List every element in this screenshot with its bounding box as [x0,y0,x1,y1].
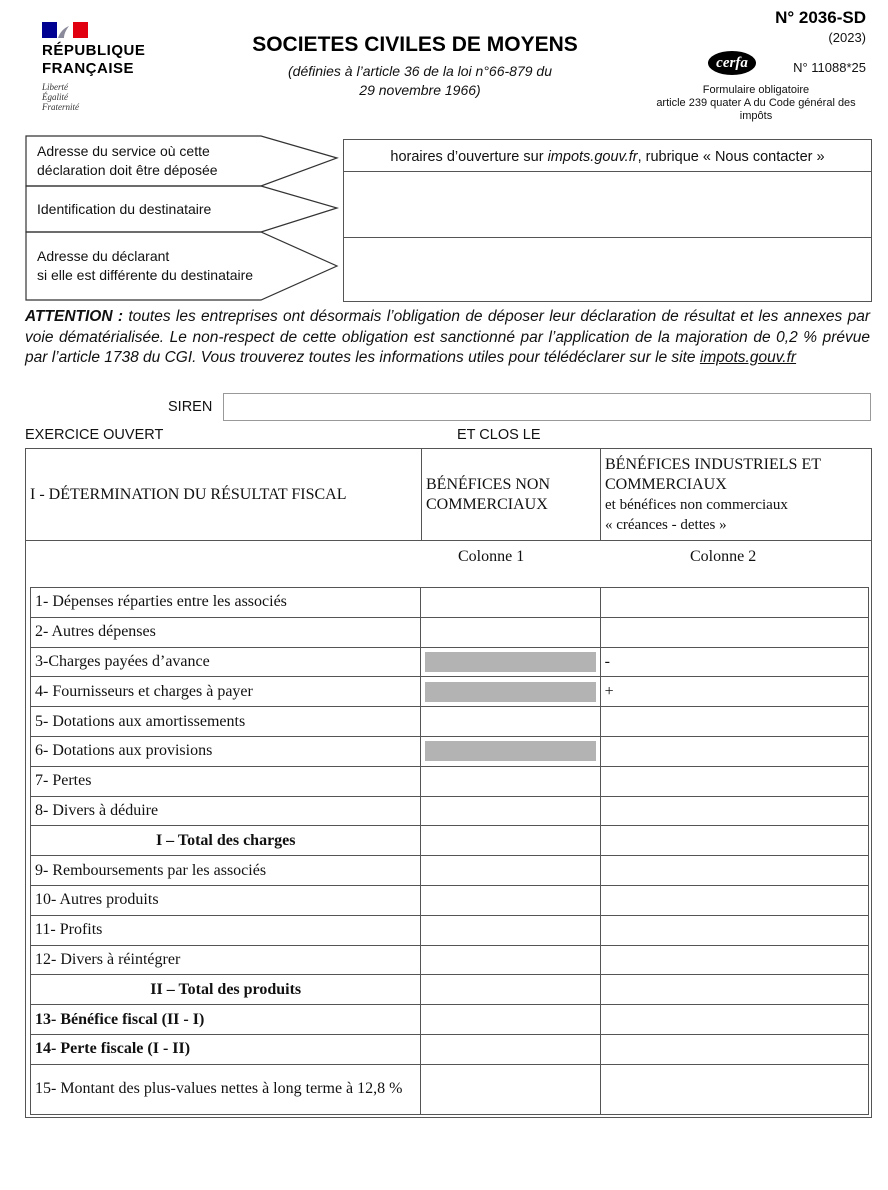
table-row [31,677,869,707]
recipient-field[interactable] [344,172,871,238]
mandatory-notice [640,84,872,123]
row-label: 3-Charges payées d’avance [31,647,421,677]
column-2-cell[interactable] [600,915,868,945]
column-2-cell[interactable] [600,945,868,975]
column-2-cell[interactable] [600,796,868,826]
table-row [31,885,869,915]
column-2-header-sub-2: « créances - dettes » [605,517,727,533]
section-title: I - DÉTERMINATION DU RÉSULTAT FISCAL [26,449,422,541]
column-2-cell[interactable] [600,856,868,886]
column-2-cell[interactable] [600,736,868,766]
service-address-line-1: Adresse du service où cette [37,143,210,159]
shaded-cell [425,682,595,702]
table-row [31,1034,869,1064]
column-2-cell[interactable] [600,826,868,856]
service-hours-text: horaires d’ouverture sur impots.gouv.fr, rubrique « Nous contacter » [390,149,825,165]
sign-marker: - [604,652,610,670]
column-2-cell[interactable] [600,647,868,677]
form-number: N° 2036-SD [775,8,866,27]
column-2-label: Colonne 2 [690,548,757,565]
column-1-cell[interactable] [421,915,600,945]
recipient-label: Identification du destinataire [37,201,212,217]
row-label: 9- Remboursements par les associés [31,856,421,886]
declarant-address-field[interactable] [344,238,871,301]
service-address-label [37,142,218,180]
row-label: 10- Autres produits [31,885,421,915]
table-row [31,766,869,796]
row-label: 13- Bénéfice fiscal (II - I) [31,1005,421,1035]
form-title: SOCIETES CIVILES DE MOYENS [252,33,578,56]
shaded-cell [425,652,595,672]
column-1-header: BÉNÉFICES NON COMMERCIAUX [422,449,601,541]
column-2-cell[interactable] [600,617,868,647]
column-1-cell[interactable] [421,856,600,886]
row-label: II – Total des produits [31,975,421,1005]
declarant-address-line-1: Adresse du déclarant [37,248,170,264]
marianne-flag-icon [42,22,88,38]
column-1-cell[interactable] [421,617,600,647]
table-header-row [26,449,871,541]
motto-egalite: Égalité [42,92,68,102]
attention-label: ATTENTION : [25,308,124,325]
mandatory-line-1: Formulaire obligatoire [702,84,810,96]
service-address-line-2: déclaration doit être déposée [37,162,218,178]
column-2-header [601,449,871,541]
cerfa-logo: cerfa [708,51,756,75]
column-1-cell[interactable] [421,945,600,975]
row-label: 4- Fournisseurs et charges à payer [31,677,421,707]
column-2-cell[interactable] [600,677,868,707]
impots-link[interactable]: impots.gouv.fr [699,349,797,366]
column-1-cell[interactable] [421,826,600,856]
row-label: 1- Dépenses réparties entre les associés [31,588,421,618]
table-row [31,707,869,737]
column-2-cell[interactable] [600,707,868,737]
exercise-closed-label: ET CLOS LE [457,427,541,443]
column-1-cell [421,677,600,707]
table-row [31,617,869,647]
subtitle-line-2: 29 novembre 1966) [359,82,481,98]
address-labels [25,135,341,301]
siren-input[interactable] [223,393,871,421]
republique-francaise-logo [40,20,170,115]
table-row [31,1005,869,1035]
table-row [31,856,869,886]
declarant-address-label [37,247,253,285]
column-2-cell[interactable] [600,885,868,915]
table-row [31,588,869,618]
form-subtitle [210,62,630,100]
table-row [31,826,869,856]
row-label: 14- Perte fiscale (I - II) [31,1034,421,1064]
attention-text: toutes les entreprises ont désormais l’obligation de déposer leur déclaration de résultat et les annexes par voie dématérialisée. Le non-respect de cette obligation est sanctionné par l’application de la majoration de 0,2 % prévue par l’article 1738 du CGI. Vous trouverez toutes les informations utiles pour télédéclarer sur le site [25,308,870,366]
row-label: 2- Autres dépenses [31,617,421,647]
column-1-cell[interactable] [421,796,600,826]
row-label: 11- Profits [31,915,421,945]
motto-liberte: Liberté [42,82,68,92]
row-label: 15- Montant des plus-values nettes à long terme à 12,8 % [31,1064,421,1114]
row-label: 6- Dotations aux provisions [31,736,421,766]
row-label: 7- Pertes [31,766,421,796]
row-label: 5- Dotations aux amortissements [31,707,421,737]
column-1-cell[interactable] [421,1064,600,1114]
column-2-cell[interactable] [600,1005,868,1035]
row-label: 12- Divers à réintégrer [31,945,421,975]
column-1-cell [421,736,600,766]
cerfa-number: N° 11088*25 [793,60,866,75]
table-row [31,975,869,1005]
table-row [31,647,869,677]
francaise-line: FRANÇAISE [42,60,135,77]
column-1-cell[interactable] [421,975,600,1005]
column-2-header-main: BÉNÉFICES INDUSTRIELS ET COMMERCIAUX [605,456,821,493]
column-1-cell [421,647,600,677]
row-label: 8- Divers à déduire [31,796,421,826]
column-1-cell[interactable] [421,1005,600,1035]
table-row [31,736,869,766]
motto-fraternite: Fraternité [42,102,79,112]
republique-line: RÉPUBLIQUE [42,42,146,59]
mandatory-line-2: article 239 quater A du Code général des impôts [656,97,856,122]
column-2-cell[interactable] [600,975,868,1005]
table-row [31,915,869,945]
motto [42,82,79,112]
table-row [31,796,869,826]
siren-label: SIREN [168,399,213,415]
subtitle-line-1: (définies à l’article 36 de la loi n°66-879 du [288,63,552,79]
form-year: (2023) [828,30,866,45]
column-1-cell[interactable] [421,885,600,915]
result-table-frame [25,448,872,1118]
column-1-cell[interactable] [421,588,600,618]
sign-marker: + [604,682,614,700]
table-row [31,1064,869,1114]
service-address-field[interactable] [344,140,871,172]
column-1-cell[interactable] [421,707,600,737]
row-label: I – Total des charges [31,826,421,856]
column-2-cell[interactable] [600,588,868,618]
exercise-opened-label: EXERCICE OUVERT [25,427,164,443]
column-1-label: Colonne 1 [458,548,525,565]
service-hours-site: impots.gouv.fr [547,149,638,165]
column-2-cell[interactable] [600,1064,868,1114]
table-row [31,945,869,975]
column-1-cell[interactable] [421,1034,600,1064]
address-fields [343,139,872,302]
attention-notice [25,307,870,369]
column-1-cell[interactable] [421,766,600,796]
result-grid [30,587,869,1115]
column-2-cell[interactable] [600,1034,868,1064]
shaded-cell [425,741,595,761]
declarant-address-line-2: si elle est différente du destinataire [37,267,254,283]
column-2-cell[interactable] [600,766,868,796]
column-2-header-sub-1: et bénéfices non commerciaux [605,497,788,513]
